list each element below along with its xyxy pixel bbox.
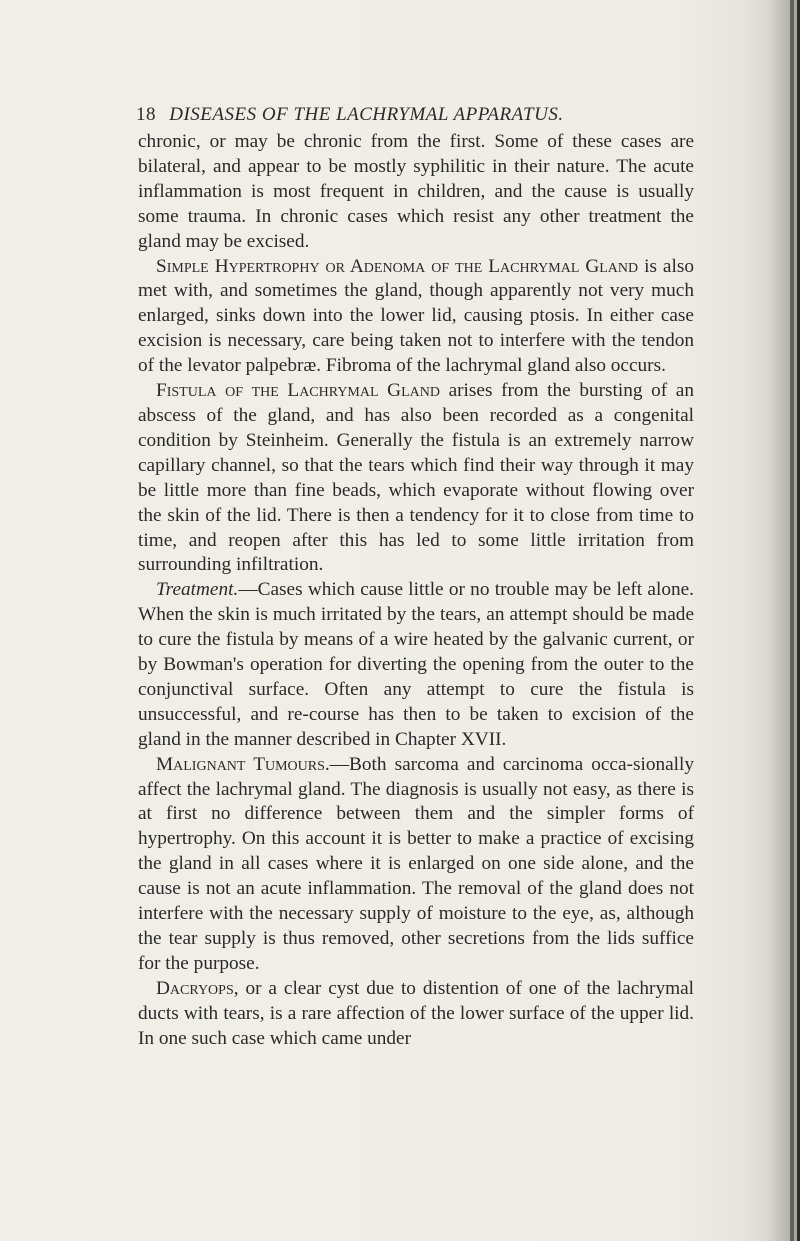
paragraph-body: chronic, or may be chronic from the first. Some of these cases are bilateral, and appear to be mostly syphilitic in their nature. The acute inflammation is most frequent in children, and the cause is usually some trauma. In chronic cases which resist any other treatment the gland may be excised.	[138, 131, 694, 252]
paragraph-malignant-tumours	[138, 753, 694, 977]
paragraph-body: or a clear cyst due to distention of one of the lachrymal ducts with tears, is a rare affection of the lower surface of the upper lid. In one such case which came under	[138, 977, 694, 1049]
page-number: 18	[136, 104, 156, 125]
paragraph-body: is also met with, and sometimes the gland, though apparently not very much enlarged, sinks down into the lower lid, causing ptosis. In either case excision is necessary, care being taken not to interfere with the tendon of the levator palpebræ. Fibroma of the lachrymal gland also occurs.	[138, 255, 694, 377]
section-lead-malignant-tumours: Malignant Tumours.	[156, 753, 330, 775]
running-title: DISEASES OF THE LACHRYMAL APPARATUS.	[169, 104, 564, 125]
section-lead-treatment: Treatment.	[156, 579, 239, 601]
section-lead-fistula: Fistula of the Lachrymal Gland	[156, 380, 440, 402]
paragraph-fistula	[138, 379, 694, 578]
paragraph-treatment	[138, 578, 694, 752]
page-edge-shadow	[790, 0, 794, 1241]
section-lead-dacryops: Dacryops,	[156, 977, 239, 999]
paragraph-continuation	[138, 130, 694, 255]
page-header	[136, 104, 696, 126]
paragraph-body: arises from the bursting of an abscess of the gland, and has also been recorded as a congenital condition by Steinheim. Generally the fistula is an extremely narrow capillary channel, so that the tears which find their way through it may be little more than fine beads, which evaporate without flowing over the skin of the lid. There is then a tendency for it to close from time to time, and reopen after this has led to some little irritation from surrounding infiltration.	[138, 380, 694, 576]
paragraph-dacryops	[138, 977, 694, 1052]
section-lead-simple-hypertrophy: Simple Hypertrophy or Adenoma of the Lachrymal Gland	[156, 255, 639, 277]
paragraph-body: —Both sarcoma and carcinoma occa-sionally affect the lachrymal gland. The diagnosis is usually not easy, as there is at first no difference between them and the simpler forms of hypertrophy. On this account it is better to make a practice of excising the gland in all cases where it is enlarged on one side alone, and the cause is not an acute inflammation. The removal of the gland does not interfere with the necessary supply of moisture to the eye, as, although the tear supply is thus removed, other secretions from the lids suffice for the purpose.	[138, 753, 695, 974]
paragraph-simple-hypertrophy	[138, 255, 694, 380]
paragraph-body: —Cases which cause little or no trouble may be left alone. When the skin is much irritated by the tears, an attempt should be made to cure the fistula by means of a wire heated by the galvanic current, or by Bowman's operation for diverting the opening from the outer to the conjunctival surface. Often any attempt to cure the fistula is unsuccessful, and re-course has then to be taken to excision of the gland in the manner described in Chapter XVII.	[138, 579, 694, 750]
body-text	[138, 130, 694, 1052]
